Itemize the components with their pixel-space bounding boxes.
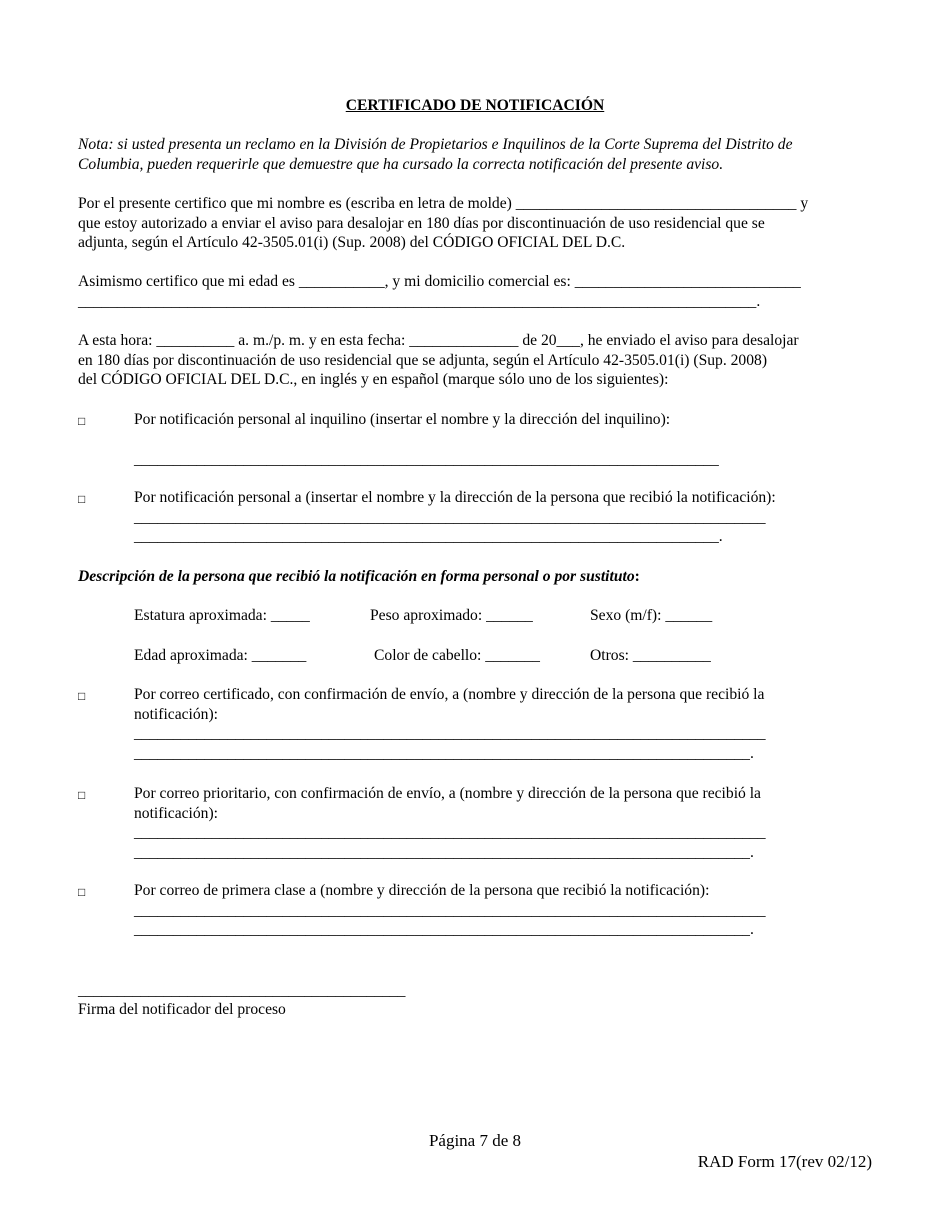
paragraph-line: que estoy autorizado a enviar el aviso para desalojar en 180 días por discontinuación de uso residencial que se xyxy=(78,214,765,232)
note-line: Nota: si usted presenta un reclamo en la División de Propietarios e Inquilinos de la Corte Suprema del Distrito de xyxy=(78,136,793,153)
description-heading xyxy=(78,567,870,587)
option-label: notificación): xyxy=(134,705,218,723)
other-field[interactable]: Otros: __________ xyxy=(590,647,711,664)
checkbox-personal-other[interactable]: □ xyxy=(78,492,86,506)
blank-line[interactable]: _______________________________________________________________________________. xyxy=(134,744,754,762)
checkbox-personal-tenant[interactable]: □ xyxy=(78,414,86,428)
option-label: Por notificación personal a (insertar el nombre y la dirección de la persona que recibió la notificación): xyxy=(134,489,776,506)
form-id: RAD Form 17(rev 02/12) xyxy=(697,1152,872,1171)
height-field[interactable]: Estatura aproximada: _____ xyxy=(134,607,310,624)
option-label: Por correo certificado, con confirmación de envío, a (nombre y dirección de la persona que recibió la xyxy=(134,686,765,703)
page-number: Página 7 de 8 xyxy=(428,1131,522,1150)
option-certified-mail xyxy=(134,685,874,763)
note-paragraph xyxy=(78,135,870,174)
checkbox-priority-mail[interactable]: □ xyxy=(78,788,86,802)
option-label: notificación): xyxy=(134,804,218,822)
option-label: Por correo prioritario, con confirmación de envío, a (nombre y dirección de la persona que recibió la xyxy=(134,785,761,802)
description-heading-colon: : xyxy=(634,568,640,585)
blank-line[interactable]: _________________________________________________________________________________ xyxy=(134,901,766,919)
hair-color-field[interactable]: Color de cabello: _______ xyxy=(374,647,540,664)
option-label: Por notificación personal al inquilino (insertar el nombre y la dirección del inquilino): xyxy=(134,411,671,428)
paragraph-line: en 180 días por discontinuación de uso residencial que se adjunta, según el Artículo 42-3505.01(i) (Sup. 2008) xyxy=(78,351,768,369)
option-priority-mail xyxy=(134,784,874,862)
option-first-class-mail xyxy=(134,881,874,940)
blank-line[interactable]: _______________________________________________________________________________. xyxy=(134,843,754,861)
age-field[interactable]: Edad aproximada: _______ xyxy=(134,647,307,664)
age-address-paragraph xyxy=(78,272,870,311)
page-title: CERTIFICADO DE NOTIFICACIÓN xyxy=(345,97,605,114)
paragraph-line: Asimismo certifico que mi edad es ___________, y mi domicilio comercial es: _____________________________ xyxy=(78,273,801,290)
blank-line[interactable]: ___________________________________________________________________________. xyxy=(134,528,723,545)
paragraph-line: adjunta, según el Artículo 42-3505.01(i) (Sup. 2008) del CÓDIGO OFICIAL DEL D.C. xyxy=(78,234,626,251)
signature-line[interactable]: __________________________________________ xyxy=(78,982,406,999)
sex-field[interactable]: Sexo (m/f): ______ xyxy=(590,607,713,624)
service-time-paragraph xyxy=(78,331,870,390)
blank-line[interactable]: _________________________________________________________________________________ xyxy=(134,725,766,742)
option-personal-tenant xyxy=(134,410,874,430)
blank-line[interactable]: _________________________________________________________________________________ xyxy=(134,824,766,841)
blank-line[interactable]: _______________________________________________________________________________. xyxy=(134,921,754,938)
name-certification-paragraph xyxy=(78,194,870,253)
checkbox-first-class-mail[interactable]: □ xyxy=(78,885,86,899)
signature-label: Firma del notificador del proceso xyxy=(78,1001,286,1018)
blank-line[interactable]: _________________________________________________________________________________ xyxy=(134,508,766,526)
note-line: Columbia, pueden requerirle que demuestre que ha cursado la correcta notificación del presente aviso. xyxy=(78,155,724,173)
paragraph-line: A esta hora: __________ a. m./p. m. y en esta fecha: ______________ de 20___, he enviado el aviso para desalojar xyxy=(78,332,799,349)
paragraph-line: Por el presente certifico que mi nombre es (escriba en letra de molde) ____________________________________ y xyxy=(78,195,809,212)
blank-line[interactable]: ___________________________________________________________________________ xyxy=(134,451,719,468)
option-label: Por correo de primera clase a (nombre y dirección de la persona que recibió la notificación): xyxy=(134,882,710,899)
checkbox-certified-mail[interactable]: □ xyxy=(78,689,86,703)
paragraph-line: _______________________________________________________________________________________. xyxy=(78,292,761,310)
option-personal-other xyxy=(134,488,874,547)
description-heading-text: Descripción de la persona que recibió la notificación en forma personal o por sustituto xyxy=(78,568,635,585)
paragraph-line: del CÓDIGO OFICIAL DEL D.C., en inglés y en español (marque sólo uno de los siguientes): xyxy=(78,371,669,388)
weight-field[interactable]: Peso aproximado: ______ xyxy=(370,607,533,624)
